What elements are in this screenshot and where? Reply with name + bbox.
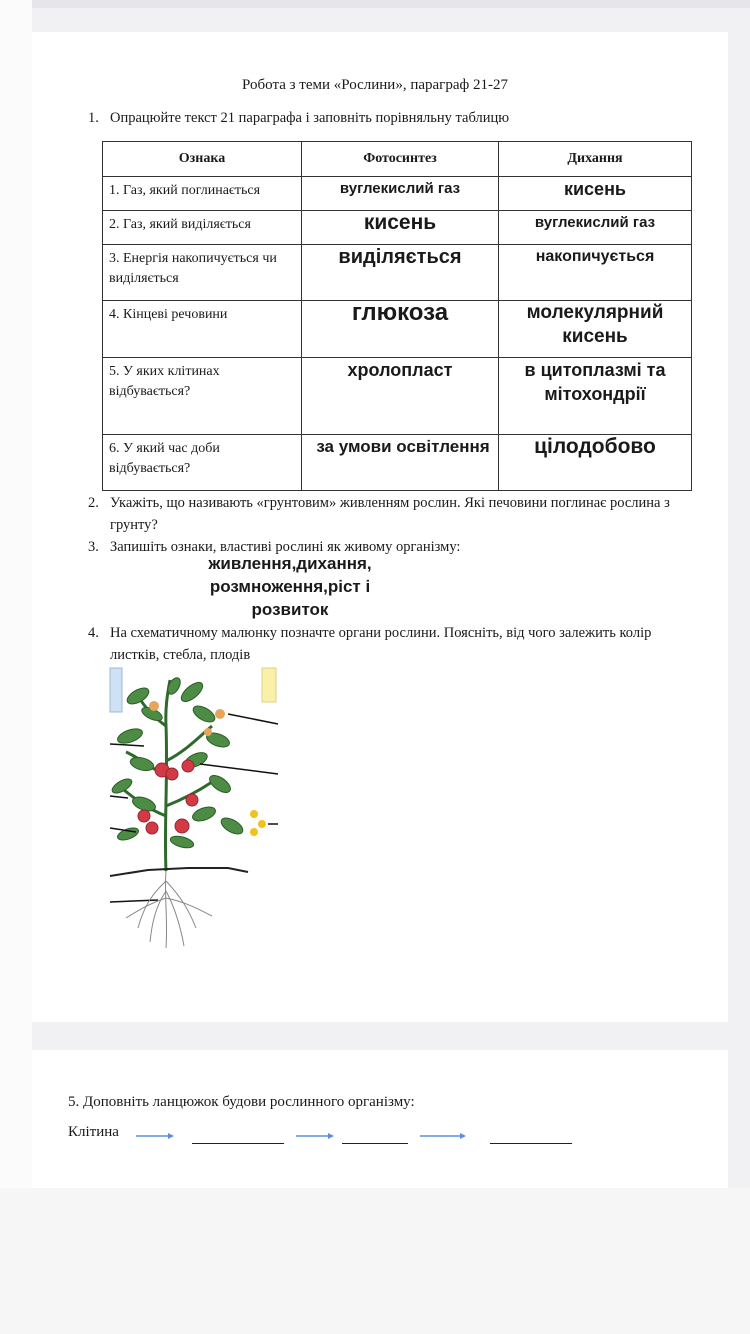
tomato-fruits — [138, 760, 198, 834]
photosynthesis-answer: виділяється — [338, 246, 462, 268]
worksheet-page-2 — [32, 1050, 728, 1188]
respiration-answer: кисень — [563, 179, 627, 199]
question-2 — [88, 492, 690, 536]
left-margin-strip — [0, 0, 32, 1334]
question-2-text: Укажіть, що називають «грунтовим» живленням рослин. Які печовини поглинає рослина з грунту? — [110, 495, 670, 533]
label-box-left — [110, 668, 122, 712]
chain-blank-3[interactable] — [490, 1143, 572, 1144]
photosynthesis-answer: за умови освітлення — [316, 437, 490, 456]
photosynthesis-answer: вуглекислий газ — [339, 180, 461, 197]
photosynthesis-answer: кисень — [363, 211, 437, 234]
plant-diagram — [108, 666, 280, 956]
answer-line: розмноження,ріст і — [209, 577, 371, 596]
question-4-number: 4. — [88, 625, 99, 641]
row-label: 6. У який час доби відбувається? — [103, 435, 302, 491]
photosynthesis-answer: глюкоза — [351, 299, 449, 326]
question-1-text: Опрацюйте текст 21 параграфа і заповніть порівняльну таблицю — [110, 110, 510, 126]
question-3-answer — [180, 552, 400, 621]
table-header: Фотосинтез — [302, 142, 499, 177]
yellow-flowers — [250, 810, 266, 836]
soil-line — [110, 868, 248, 876]
question-1-number: 1. — [88, 110, 99, 126]
label-box-right — [262, 668, 276, 702]
table-header: Ознака — [103, 142, 302, 177]
table-row — [103, 358, 692, 435]
table-header-row — [103, 142, 692, 177]
table-row — [103, 301, 692, 358]
roots — [126, 871, 212, 948]
arrow-icon — [296, 1132, 336, 1140]
table-row — [103, 177, 692, 211]
question-3-text: Запишіть ознаки, властиві рослині як живому організму: — [110, 539, 461, 555]
respiration-answer: в цитоплазмі та мітохондрії — [524, 360, 666, 404]
page-title: Робота з теми «Рослини», параграф 21-27 — [242, 77, 508, 93]
question-5-text: 5. Доповніть ланцюжок будови рослинного організму: — [68, 1094, 415, 1110]
arrow-icon — [420, 1132, 468, 1140]
row-label: 2. Газ, який виділяється — [103, 211, 302, 245]
arrow-icon — [136, 1132, 176, 1140]
row-label: 1. Газ, який поглинається — [103, 177, 302, 211]
chain-blank-2[interactable] — [342, 1143, 408, 1144]
respiration-answer: цілодобово — [534, 435, 656, 458]
answer-line: розвиток — [251, 600, 329, 619]
respiration-answer: накопичується — [535, 248, 655, 265]
question-3-number: 3. — [88, 539, 99, 555]
question-2-number: 2. — [88, 495, 99, 511]
answer-line: живлення,дихання, — [208, 554, 372, 573]
row-label: 3. Енергія накопичується чи виділяється — [103, 245, 302, 301]
table-row — [103, 211, 692, 245]
table-row — [103, 435, 692, 491]
empty-area — [0, 1188, 750, 1334]
photosynthesis-answer: хролопласт — [347, 360, 453, 380]
respiration-answer: вуглекислий газ — [534, 214, 656, 231]
table-header: Дихання — [499, 142, 692, 177]
chain-start-label: Клітина — [68, 1124, 119, 1140]
row-label: 4. Кінцеві речовини — [103, 301, 302, 358]
previous-page-edge — [32, 0, 750, 8]
question-4 — [88, 622, 670, 666]
question-1 — [88, 107, 690, 129]
chain-blank-1[interactable] — [192, 1143, 284, 1144]
row-label: 5. У яких клітинах відбувається? — [103, 358, 302, 435]
comparison-table — [102, 141, 692, 491]
table-row — [103, 245, 692, 301]
question-4-text: На схематичному малюнку позначте органи рослини. Поясніть, від чого залежить колір листків, стебла, плодів — [110, 625, 652, 663]
respiration-answer: молекулярний кисень — [526, 302, 664, 347]
